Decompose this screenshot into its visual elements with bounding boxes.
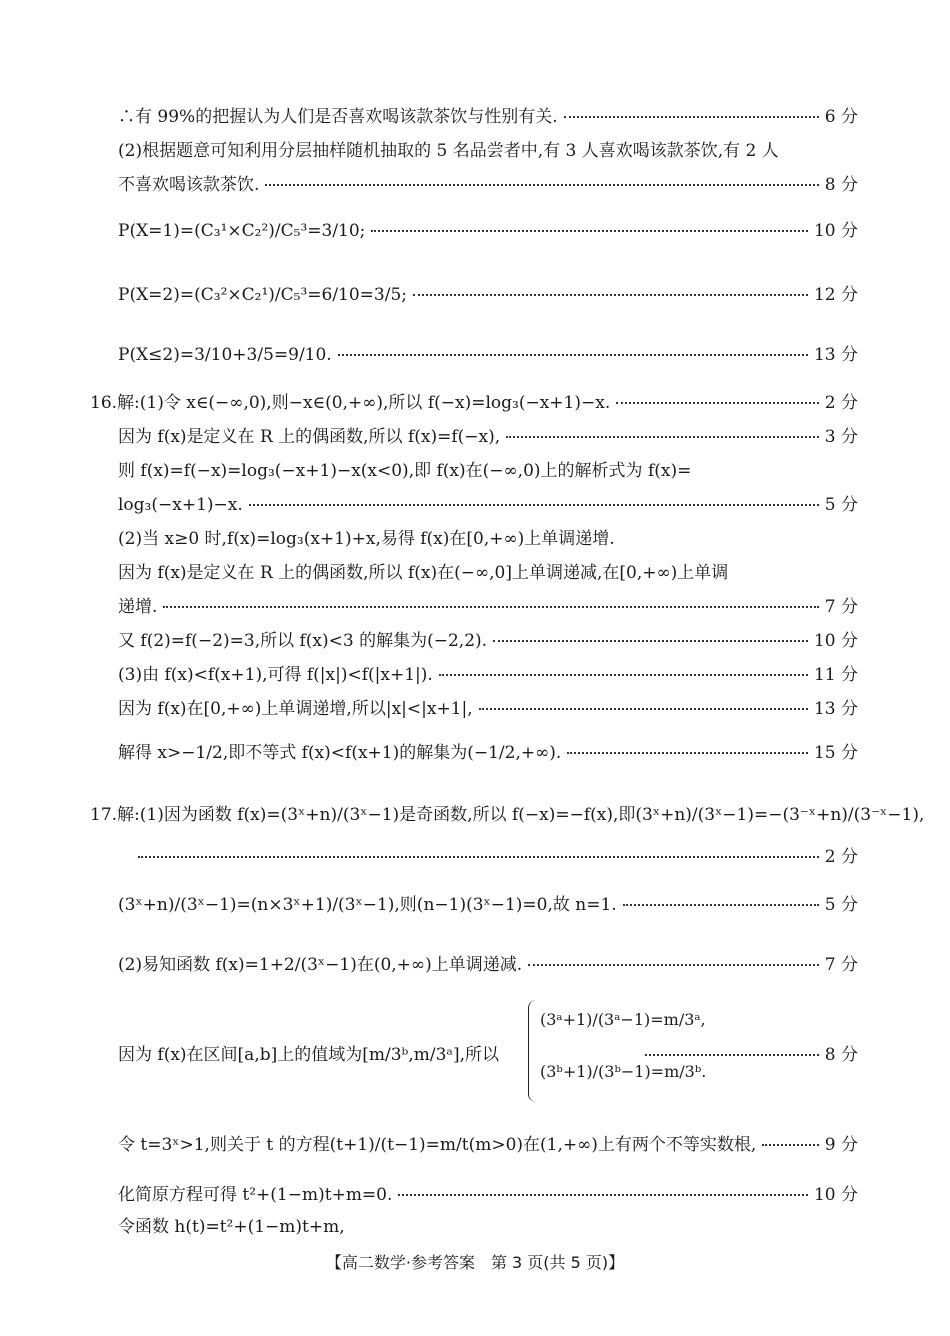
answer-line: 解得 x>−1/2,即不等式 f(x)<f(x+1)的解集为(−1/2,+∞). 15 分 xyxy=(118,738,858,763)
score: 5 分 xyxy=(824,895,858,915)
answer-line: P(X≤2)=3/10+3/5=9/10. 13 分 xyxy=(118,340,858,365)
answer-line: ∴有 99%的把握认为人们是否喜欢喝该款茶饮与性别有关. 6 分 xyxy=(118,102,858,127)
answer-line: 因为 f(x)是定义在 R 上的偶函数,所以 f(x)=f(−x), 3 分 xyxy=(118,422,858,447)
answer-line: log₃(−x+1)−x. 5 分 xyxy=(118,490,858,515)
score: 11 分 xyxy=(813,665,858,685)
score: 13 分 xyxy=(813,699,858,719)
system-equation-2: (3ᵇ+1)/(3ᵇ−1)=m/3ᵇ. xyxy=(540,1062,707,1081)
score: 9 分 xyxy=(824,1135,858,1155)
answer-line: 递增. 7 分 xyxy=(118,592,858,617)
answer-line: 令函数 h(t)=t²+(1−m)t+m, xyxy=(118,1217,345,1237)
score: 12 分 xyxy=(813,285,858,305)
answer-line: 又 f(2)=f(−2)=3,所以 f(x)<3 的解集为(−2,2). 10 分 xyxy=(118,626,858,651)
score: 15 分 xyxy=(813,743,858,763)
score: 2 分 xyxy=(824,393,858,413)
answer-line: 因为 f(x)是定义在 R 上的偶函数,所以 f(x)在(−∞,0]上单调递减,在[0,+∞)上单调 xyxy=(118,563,729,583)
answer-line xyxy=(132,842,858,867)
score: 2 分 xyxy=(824,847,858,867)
score: 6 分 xyxy=(824,107,858,127)
score: 7 分 xyxy=(824,597,858,617)
score: 8 分 xyxy=(824,175,858,195)
score: 10 分 xyxy=(813,631,858,651)
answer-line: 则 f(x)=f(−x)=log₃(−x+1)−x(x<0),即 f(x)在(−∞,0)上的解析式为 f(x)= xyxy=(118,461,692,481)
score: 5 分 xyxy=(824,495,858,515)
answer-line: (2)根据题意可知利用分层抽样随机抽取的 5 名品尝者中,有 3 人喜欢喝该款茶饮,有 2 人 xyxy=(118,141,779,161)
answer-line: P(X=2)=(C₃²×C₂¹)/C₅³=6/10=3/5; 12 分 xyxy=(118,280,858,305)
score: 10 分 xyxy=(813,221,858,241)
score: 8 分 xyxy=(824,1045,858,1065)
page-footer: 【高二数学·参考答案 第 3 页(共 5 页)】 xyxy=(325,1253,625,1272)
answer-line: P(X=1)=(C₃¹×C₂²)/C₅³=3/10; 10 分 xyxy=(118,216,858,241)
answer-line: 化简原方程可得 t²+(1−m)t+m=0. 10 分 xyxy=(118,1180,858,1205)
score: 7 分 xyxy=(824,955,858,975)
brace xyxy=(528,1000,537,1102)
score: 3 分 xyxy=(824,427,858,447)
answer-line: 令 t=3ˣ>1,则关于 t 的方程(t+1)/(t−1)=m/t(m>0)在(1,+∞)上有两个不等实数根, 9 分 xyxy=(118,1130,858,1155)
answer-line: 17.解:(1)因为函数 f(x)=(3ˣ+n)/(3ˣ−1)是奇函数,所以 f(−x)=−f(x),即(3ˣ+n)/(3ˣ−1)=−(3⁻ˣ+n)/(3⁻ˣ−1), xyxy=(90,805,925,825)
answer-line: (2)当 x≥0 时,f(x)=log₃(x+1)+x,易得 f(x)在[0,+∞)上单调递增. xyxy=(118,529,615,549)
answer-line: (3)由 f(x)<f(x+1),可得 f(|x|)<f(|x+1|). 11 分 xyxy=(118,660,858,685)
answer-line: 16.解:(1)令 x∈(−∞,0),则−x∈(0,+∞),所以 f(−x)=log₃(−x+1)−x. 2 分 xyxy=(90,388,858,413)
system-equation-1: (3ᵃ+1)/(3ᵃ−1)=m/3ᵃ, xyxy=(540,1010,706,1029)
equation-system xyxy=(528,1000,707,1102)
score: 10 分 xyxy=(813,1185,858,1205)
score: 13 分 xyxy=(813,345,858,365)
answer-line: (2)易知函数 f(x)=1+2/(3ˣ−1)在(0,+∞)上单调递减. 7 分 xyxy=(118,950,858,975)
answer-line: (3ˣ+n)/(3ˣ−1)=(n×3ˣ+1)/(3ˣ−1),则(n−1)(3ˣ−1)=0,故 n=1. 5 分 xyxy=(118,890,858,915)
answer-line: 因为 f(x)在区间[a,b]上的值域为[m/3ᵇ,m/3ᵃ],所以 8 分 xyxy=(118,1040,858,1065)
answer-line: 不喜欢喝该款茶饮. 8 分 xyxy=(118,170,858,195)
answer-line: 因为 f(x)在[0,+∞)上单调递增,所以|x|<|x+1|, 13 分 xyxy=(118,694,858,719)
